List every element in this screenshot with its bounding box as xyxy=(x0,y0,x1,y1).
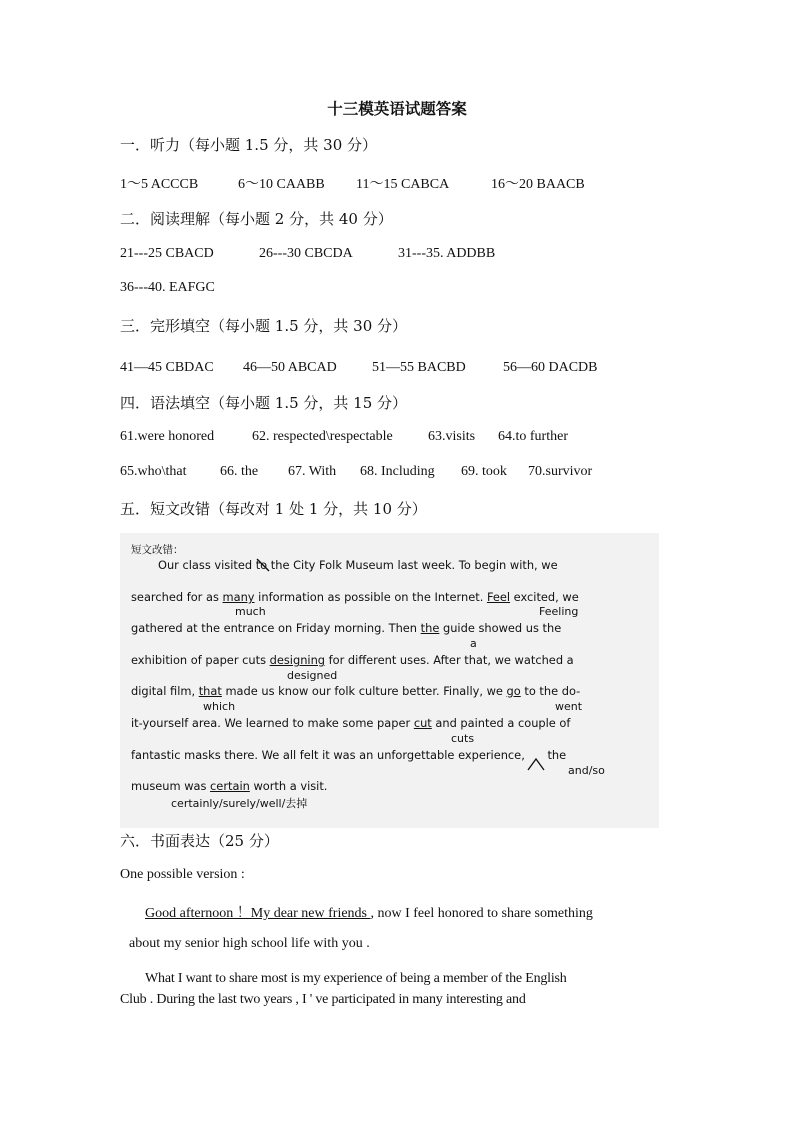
section-2-answers xyxy=(120,246,495,262)
answer-item: 64.to further xyxy=(498,429,568,444)
strike-icon xyxy=(255,558,271,572)
answer-item: 62. respected\respectable xyxy=(252,429,393,444)
answer-group: 16～20 BAACB xyxy=(491,177,585,192)
section-2-heading: 二．阅读理解（每小题 2 分，共 40 分） xyxy=(120,210,393,228)
section-3-heading: 三．完形填空（每小题 1.5 分，共 30 分） xyxy=(120,317,408,335)
page-title: 十三模英语试题答案 xyxy=(327,99,467,118)
answer-group: 31---35. ADDBB xyxy=(398,246,496,261)
answer-item: 70.survivor xyxy=(528,464,593,479)
answer-item: 66. the xyxy=(220,464,259,479)
section-1-heading: 一．听力（每小题 1.5 分，共 30 分） xyxy=(120,136,378,154)
section-4-answers-row2 xyxy=(120,464,592,480)
essay-paragraph-2-line-2: Club . During the last two years , I ' ve participated in many interesting and xyxy=(120,992,526,1007)
passage-line-7: fantastic masks there. We all felt it was an unforgettable experience, the xyxy=(131,748,566,762)
answer-group: 51—55 BACBD xyxy=(372,360,466,375)
passage-line-2: searched for as many information as possible on the Internet. Feel excited, we xyxy=(131,590,579,604)
correction-which: which xyxy=(203,700,236,713)
answer-group: 41—45 CBDAC xyxy=(120,360,214,375)
answer-item: 69. took xyxy=(461,464,507,479)
error-correction-label: 短文改错： xyxy=(131,544,184,556)
correction-certainly: certainly/surely/well/去掉 xyxy=(171,797,308,810)
answer-item: 67. With xyxy=(288,464,337,479)
passage-line-5: digital film, that made us know our folk culture better. Finally, we go to the do- xyxy=(131,684,581,698)
section-5-heading: 五．短文改错（每改对 1 处 1 分，共 10 分） xyxy=(120,500,427,518)
answer-group: 46—50 ABCAD xyxy=(243,360,337,375)
deletion-mark: to xyxy=(256,558,267,572)
error-correction-image xyxy=(120,533,659,828)
section-4-heading: 四．语法填空（每小题 1.5 分，共 15 分） xyxy=(120,394,408,412)
essay-paragraph-1-line-2: about my senior high school life with you . xyxy=(129,936,370,951)
correction-feeling: Feeling xyxy=(539,605,579,618)
answer-group: 21---25 CBACD xyxy=(120,246,214,261)
correction-designed: designed xyxy=(287,669,338,682)
passage-line-3: gathered at the entrance on Friday morning. Then the guide showed us the xyxy=(131,621,562,635)
essay-paragraph-2-line-1: What I want to share most is my experience of being a member of the English xyxy=(145,971,567,986)
correction-went: went xyxy=(555,700,583,713)
section-1-answers xyxy=(120,173,585,193)
passage-line-1: Our class visited to the City Folk Museum last week. To begin with, we xyxy=(158,558,558,572)
passage-line-8: museum was certain worth a visit. xyxy=(131,779,328,793)
answer-group: 6～10 CAABB xyxy=(238,177,325,192)
answer-group: 11～15 CABCA xyxy=(356,177,450,192)
correction-a: a xyxy=(470,637,477,650)
essay-paragraph-1-line-1: Good afternoon ！My dear new friends , now I feel honored to share something xyxy=(145,906,593,921)
section-2-answers-line2: 36---40. EAFGC xyxy=(120,280,215,295)
section-4-answers-row1 xyxy=(120,429,568,445)
answer-group: 1～5 ACCCB xyxy=(120,177,199,192)
answer-item: 68. Including xyxy=(360,464,435,479)
answer-group: 26---30 CBCDA xyxy=(259,246,353,261)
answer-item: 65.who\that xyxy=(120,464,187,479)
correction-much: much xyxy=(235,605,266,618)
answer-item: 61.were honored xyxy=(120,429,215,444)
correction-cuts: cuts xyxy=(451,732,475,745)
essay-intro: One possible version : xyxy=(120,867,245,882)
answer-group: 56—60 DACDB xyxy=(503,360,598,375)
passage-line-6: it-yourself area. We learned to make some paper cut and painted a couple of xyxy=(131,716,571,730)
section-3-answers xyxy=(120,360,598,376)
caret-icon xyxy=(527,757,545,771)
correction-and-so: and/so xyxy=(568,764,605,777)
section-6-heading: 六．书面表达（25 分） xyxy=(120,832,279,850)
passage-line-4: exhibition of paper cuts designing for different uses. After that, we watched a xyxy=(131,653,574,667)
answer-item: 63.visits xyxy=(428,429,476,444)
